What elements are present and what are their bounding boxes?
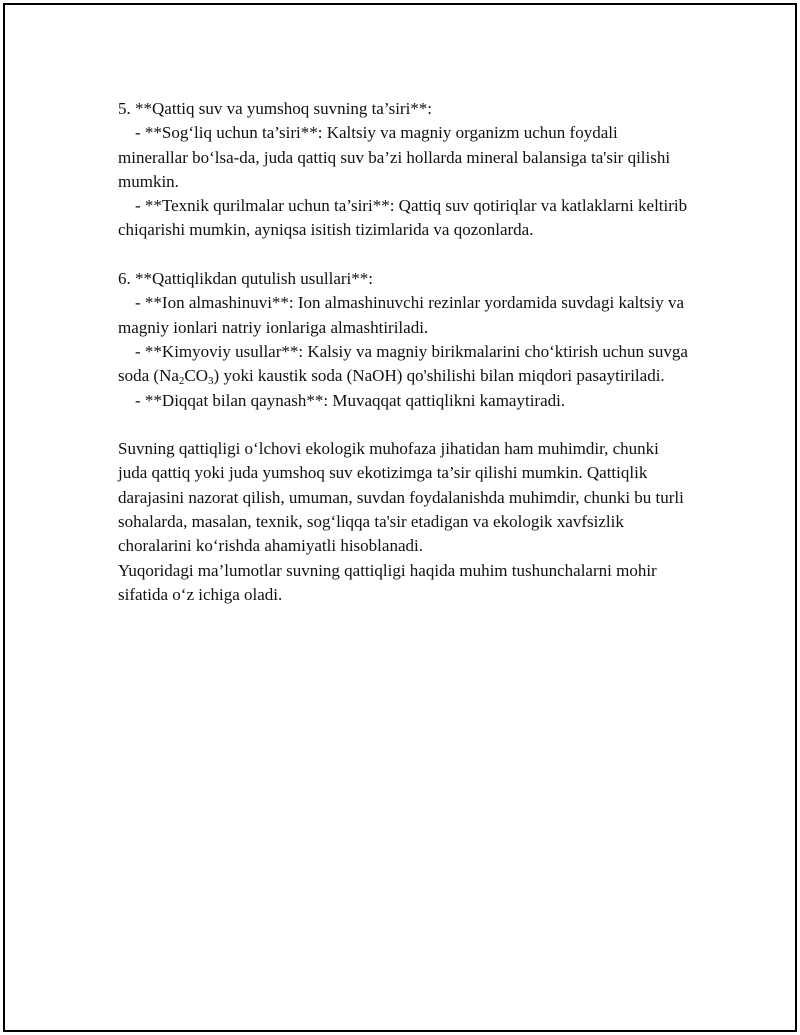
section-5	[118, 97, 688, 243]
list-item: - **Ion almashinuvi**: Ion almashinuvchi rezinlar yordamida suvdagi kaltsiy va magniy ionlari natriy ionlariga almashtiriladi.	[118, 293, 685, 337]
list-item: - **Sog‘liq uchun ta’siri**: Kaltsiy va magniy organizm uchun foydali minerallar bo‘lsa-da, juda qattiq suv ba’zi hollarda mineral balansiga ta'sir qilishi mumkin.	[118, 123, 671, 191]
section-heading: 5. **Qattiq suv va yumshoq suvning ta’siri**:	[118, 99, 433, 118]
list-item: - **Texnik qurilmalar uchun ta’siri**: Qattiq suv qotiriqlar va katlaklarni keltirib chiqarishi mumkin, ayniqsa isitish tizimlarida va qozonlarda.	[118, 196, 688, 240]
section-6	[118, 267, 688, 413]
paragraph-ecology: Suvning qattiqligi o‘lchovi ekologik muhofaza jihatidan ham muhimdir, chunki juda qattiq yoki juda yumshoq suv ekotizimga ta’sir qilishi mumkin. Qattiqlik darajasini nazorat qilish, umuman, suvdan foydalanishda muhimdir, chunki bu turli sohalarda, masalan, texnik, sog‘liqqa ta'sir etadigan va ekologik xavfsizlik choralarini ko‘rishda ahamiyatli hisoblanadi.	[118, 439, 684, 556]
list-item: - **Diqqat bilan qaynash**: Muvaqqat qattiqlikni kamaytiradi.	[135, 390, 566, 410]
document-page	[3, 3, 797, 1032]
section-heading: 6. **Qattiqlikdan qutulish usullari**:	[118, 269, 373, 289]
paragraph-summary: Yuqoridagi ma’lumotlar suvning qattiqligi haqida muhim tushunchalarni mohir sifatida o‘z ichiga oladi.	[118, 560, 657, 604]
document-body	[118, 97, 688, 607]
list-item: - **Kimyoviy usullar**: Kalsiy va magniy birikmalarini cho‘ktirish uchun suvga soda $(Na_2CO_3)$ yoki kaustik soda (NaOH) qo'shilishi bilan miqdori pasaytiriladi.	[118, 341, 688, 388]
